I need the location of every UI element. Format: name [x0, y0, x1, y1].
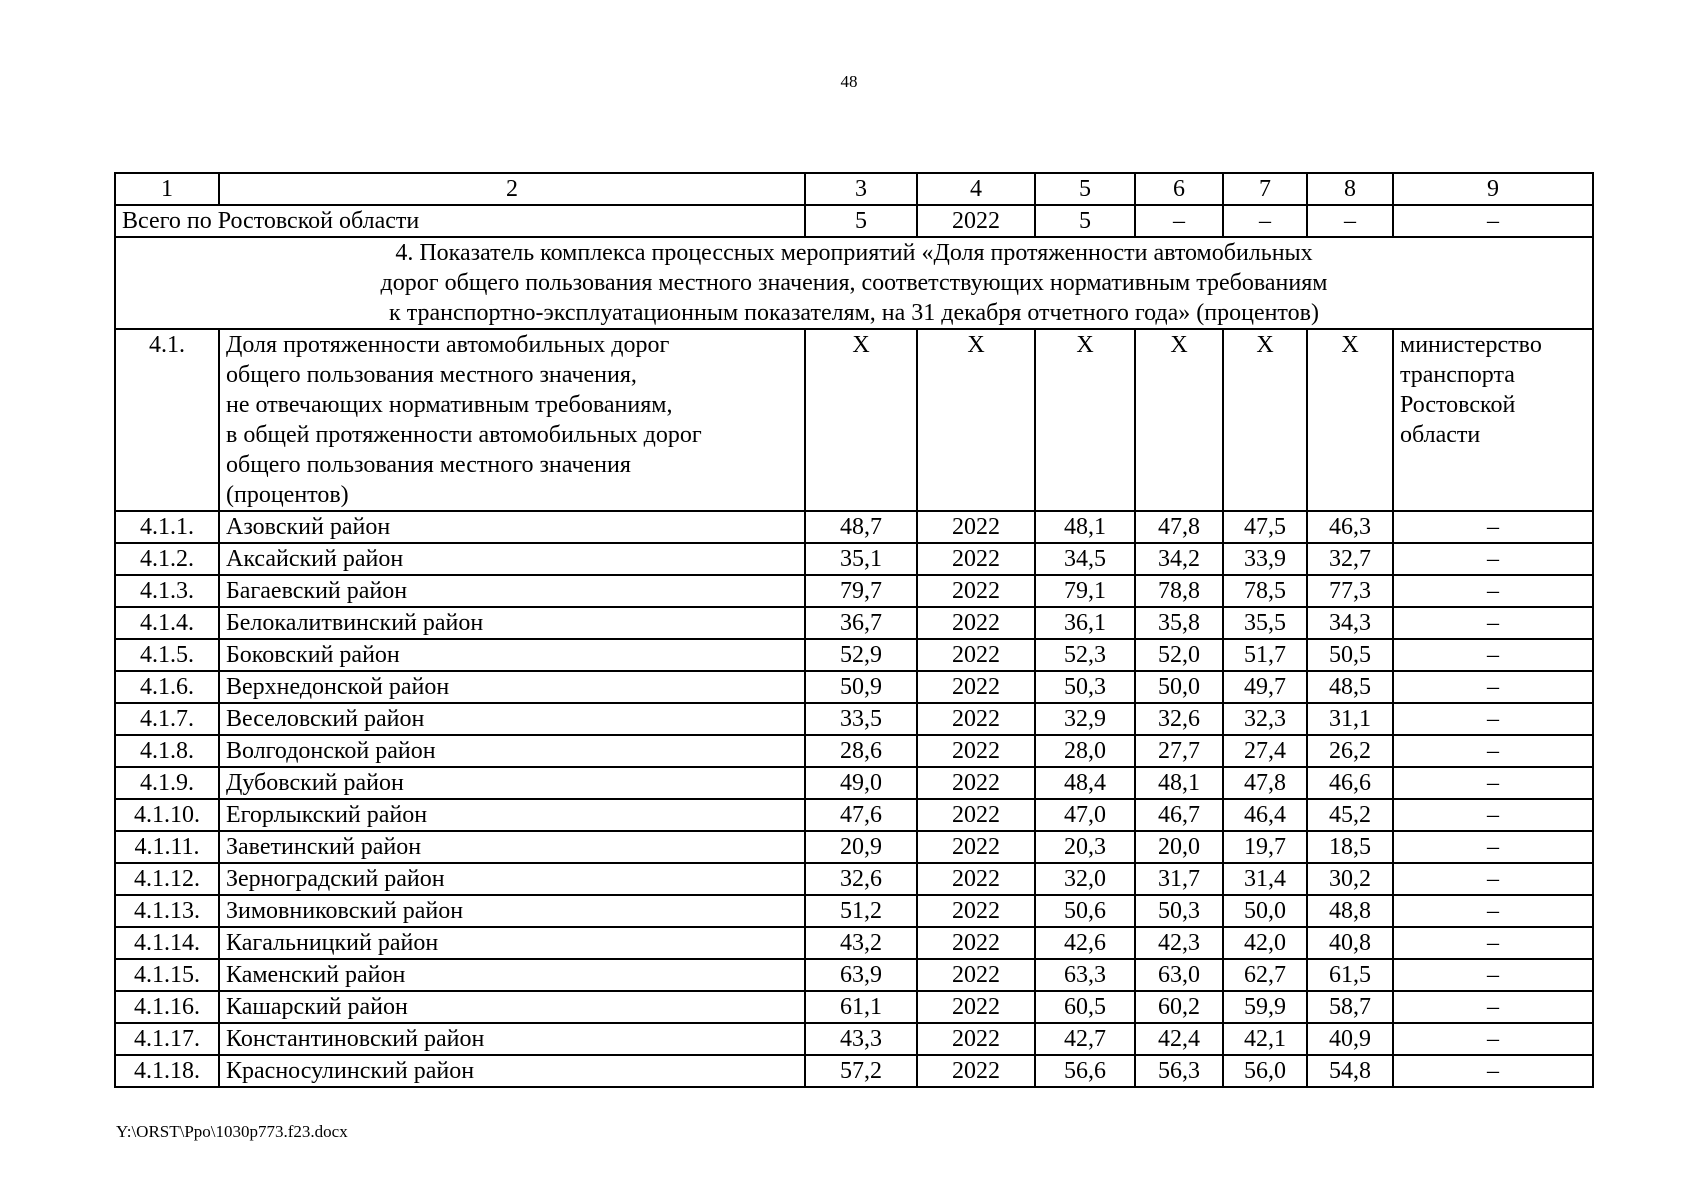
indicator-value: X	[1223, 329, 1307, 511]
cell-value: 48,1	[1035, 511, 1135, 543]
cell-value: 57,2	[805, 1055, 917, 1087]
cell-value: 2022	[917, 543, 1035, 575]
cell-value: –	[1393, 959, 1593, 991]
district-name: Аксайский район	[219, 543, 805, 575]
responsible-line: области	[1400, 422, 1481, 448]
row-number: 4.1.6.	[115, 671, 219, 703]
cell-value: 31,7	[1135, 863, 1223, 895]
district-name: Азовский район	[219, 511, 805, 543]
cell-value: 62,7	[1223, 959, 1307, 991]
row-number: 4.1.11.	[115, 831, 219, 863]
cell-value: 2022	[917, 1055, 1035, 1087]
cell-value: 47,5	[1223, 511, 1307, 543]
page-number: 48	[840, 72, 858, 91]
cell-value: 35,8	[1135, 607, 1223, 639]
table-row	[115, 1055, 1593, 1087]
row-number: 4.1.7.	[115, 703, 219, 735]
cell-value: 20,9	[805, 831, 917, 863]
column-number: 9	[1393, 173, 1593, 205]
row-number: 4.1.4.	[115, 607, 219, 639]
cell-value: 33,9	[1223, 543, 1307, 575]
table-row	[115, 575, 1593, 607]
cell-value: 32,0	[1035, 863, 1135, 895]
district-name: Егорлыкский район	[219, 799, 805, 831]
cell-value: 33,5	[805, 703, 917, 735]
cell-value: 56,6	[1035, 1055, 1135, 1087]
cell-value: 35,1	[805, 543, 917, 575]
cell-value: 42,1	[1223, 1023, 1307, 1055]
table-row	[115, 511, 1593, 543]
table-row	[115, 831, 1593, 863]
cell-value: –	[1393, 735, 1593, 767]
cell-value: 78,5	[1223, 575, 1307, 607]
cell-value: 50,3	[1135, 895, 1223, 927]
cell-value: 30,2	[1307, 863, 1393, 895]
cell-value: 50,0	[1135, 671, 1223, 703]
column-number: 3	[805, 173, 917, 205]
cell-value: 2022	[917, 511, 1035, 543]
total-value: –	[1307, 205, 1393, 237]
district-name: Белокалитвинский район	[219, 607, 805, 639]
cell-value: 2022	[917, 895, 1035, 927]
cell-value: 52,9	[805, 639, 917, 671]
section-heading-line: к транспортно-эксплуатационным показателям, на 31 декабря отчетного года» (процентов)	[389, 300, 1319, 326]
cell-value: 48,5	[1307, 671, 1393, 703]
cell-value: 61,1	[805, 991, 917, 1023]
cell-value: 2022	[917, 959, 1035, 991]
responsible-line: Ростовской	[1400, 392, 1516, 418]
cell-value: 50,9	[805, 671, 917, 703]
cell-value: –	[1393, 511, 1593, 543]
section-heading-line: дорог общего пользования местного значения, соответствующих нормативным требованиям	[380, 270, 1328, 296]
district-name: Константиновский район	[219, 1023, 805, 1055]
cell-value: 2022	[917, 671, 1035, 703]
row-number: 4.1.14.	[115, 927, 219, 959]
cell-value: 26,2	[1307, 735, 1393, 767]
column-number: 8	[1307, 173, 1393, 205]
cell-value: –	[1393, 671, 1593, 703]
cell-value: 2022	[917, 863, 1035, 895]
district-name: Дубовский район	[219, 767, 805, 799]
cell-value: 52,0	[1135, 639, 1223, 671]
cell-value: 2022	[917, 607, 1035, 639]
cell-value: –	[1393, 607, 1593, 639]
cell-value: 19,7	[1223, 831, 1307, 863]
table-row	[115, 927, 1593, 959]
total-row	[115, 205, 1593, 237]
table-row	[115, 607, 1593, 639]
cell-value: 32,9	[1035, 703, 1135, 735]
cell-value: 51,7	[1223, 639, 1307, 671]
cell-value: 2022	[917, 927, 1035, 959]
district-name: Багаевский район	[219, 575, 805, 607]
indicator-name-line: в общей протяженности автомобильных дорог	[226, 422, 702, 448]
cell-value: 49,7	[1223, 671, 1307, 703]
cell-value: 2022	[917, 991, 1035, 1023]
cell-value: 77,3	[1307, 575, 1393, 607]
cell-value: 78,8	[1135, 575, 1223, 607]
cell-value: 18,5	[1307, 831, 1393, 863]
cell-value: 2022	[917, 767, 1035, 799]
cell-value: 20,0	[1135, 831, 1223, 863]
responsible-line: министерство	[1400, 332, 1542, 358]
cell-value: –	[1393, 767, 1593, 799]
cell-value: 47,8	[1223, 767, 1307, 799]
section-heading-line: 4. Показатель комплекса процессных мероприятий «Доля протяженности автомобильных	[395, 240, 1313, 266]
cell-value: 2022	[917, 703, 1035, 735]
cell-value: 32,6	[805, 863, 917, 895]
cell-value: –	[1393, 639, 1593, 671]
cell-value: 46,3	[1307, 511, 1393, 543]
district-name: Заветинский район	[219, 831, 805, 863]
column-number: 7	[1223, 173, 1307, 205]
cell-value: 34,3	[1307, 607, 1393, 639]
cell-value: 48,8	[1307, 895, 1393, 927]
cell-value: 2022	[917, 1023, 1035, 1055]
cell-value: –	[1393, 575, 1593, 607]
section-row	[115, 237, 1593, 329]
cell-value: 63,0	[1135, 959, 1223, 991]
cell-value: 50,3	[1035, 671, 1135, 703]
total-label: Всего по Ростовской области	[115, 205, 805, 237]
cell-value: 63,3	[1035, 959, 1135, 991]
table-row	[115, 735, 1593, 767]
district-name: Боковский район	[219, 639, 805, 671]
cell-value: 49,0	[805, 767, 917, 799]
cell-value: 50,0	[1223, 895, 1307, 927]
cell-value: 28,0	[1035, 735, 1135, 767]
cell-value: 63,9	[805, 959, 917, 991]
district-name: Каменский район	[219, 959, 805, 991]
district-name: Зерноградский район	[219, 863, 805, 895]
table-row	[115, 703, 1593, 735]
cell-value: 2022	[917, 575, 1035, 607]
cell-value: –	[1393, 927, 1593, 959]
table-row	[115, 991, 1593, 1023]
district-name: Веселовский район	[219, 703, 805, 735]
cell-value: 2022	[917, 799, 1035, 831]
cell-value: 34,5	[1035, 543, 1135, 575]
indicator-value: X	[1307, 329, 1393, 511]
row-number: 4.1.5.	[115, 639, 219, 671]
cell-value: 79,1	[1035, 575, 1135, 607]
indicator-name-line: Доля протяженности автомобильных дорог	[226, 332, 670, 358]
indicator-row	[115, 329, 1593, 511]
district-name: Зимовниковский район	[219, 895, 805, 927]
indicator-name-line: (процентов)	[226, 482, 349, 508]
indicator-value: X	[917, 329, 1035, 511]
column-number: 2	[219, 173, 805, 205]
district-name: Кагальницкий район	[219, 927, 805, 959]
cell-value: 42,4	[1135, 1023, 1223, 1055]
cell-value: –	[1393, 895, 1593, 927]
cell-value: 60,5	[1035, 991, 1135, 1023]
cell-value: –	[1393, 863, 1593, 895]
indicator-value: X	[1035, 329, 1135, 511]
indicator-name-line: не отвечающих нормативным требованиям,	[226, 392, 673, 418]
indicator-name-line: общего пользования местного значения	[226, 452, 631, 478]
cell-value: 50,6	[1035, 895, 1135, 927]
data-table	[114, 172, 1594, 1088]
cell-value: –	[1393, 1023, 1593, 1055]
row-number: 4.1.16.	[115, 991, 219, 1023]
cell-value: 36,1	[1035, 607, 1135, 639]
cell-value: 43,3	[805, 1023, 917, 1055]
cell-value: 56,0	[1223, 1055, 1307, 1087]
indicator-responsible	[1393, 329, 1593, 511]
cell-value: 46,4	[1223, 799, 1307, 831]
cell-value: 47,8	[1135, 511, 1223, 543]
total-value: 5	[805, 205, 917, 237]
cell-value: 2022	[917, 831, 1035, 863]
cell-value: 43,2	[805, 927, 917, 959]
cell-value: –	[1393, 1055, 1593, 1087]
cell-value: 61,5	[1307, 959, 1393, 991]
cell-value: 54,8	[1307, 1055, 1393, 1087]
cell-value: –	[1393, 543, 1593, 575]
table-row	[115, 959, 1593, 991]
cell-value: 20,3	[1035, 831, 1135, 863]
cell-value: 47,0	[1035, 799, 1135, 831]
table-row	[115, 895, 1593, 927]
cell-value: 47,6	[805, 799, 917, 831]
cell-value: 48,4	[1035, 767, 1135, 799]
row-number: 4.1.9.	[115, 767, 219, 799]
indicator-value: X	[1135, 329, 1223, 511]
row-number: 4.1.17.	[115, 1023, 219, 1055]
cell-value: 48,1	[1135, 767, 1223, 799]
cell-value: 45,2	[1307, 799, 1393, 831]
cell-value: 46,6	[1307, 767, 1393, 799]
cell-value: 58,7	[1307, 991, 1393, 1023]
indicator-number: 4.1.	[115, 329, 219, 511]
cell-value: 27,7	[1135, 735, 1223, 767]
file-path-footer: Y:\ORST\Ppo\1030p773.f23.docx	[116, 1122, 348, 1141]
indicator-name	[219, 329, 805, 511]
district-name: Красносулинский район	[219, 1055, 805, 1087]
cell-value: 27,4	[1223, 735, 1307, 767]
cell-value: –	[1393, 799, 1593, 831]
cell-value: 2022	[917, 735, 1035, 767]
cell-value: 40,8	[1307, 927, 1393, 959]
cell-value: –	[1393, 991, 1593, 1023]
responsible-line: транспорта	[1400, 362, 1515, 388]
indicator-value: X	[805, 329, 917, 511]
table-row	[115, 1023, 1593, 1055]
district-name: Верхнедонской район	[219, 671, 805, 703]
cell-value: 36,7	[805, 607, 917, 639]
cell-value: 35,5	[1223, 607, 1307, 639]
cell-value: 46,7	[1135, 799, 1223, 831]
total-value: –	[1393, 205, 1593, 237]
table-row	[115, 799, 1593, 831]
cell-value: 52,3	[1035, 639, 1135, 671]
district-name: Волгодонской район	[219, 735, 805, 767]
column-number: 5	[1035, 173, 1135, 205]
cell-value: –	[1393, 703, 1593, 735]
row-number: 4.1.13.	[115, 895, 219, 927]
row-number: 4.1.18.	[115, 1055, 219, 1087]
column-number-row	[115, 173, 1593, 205]
cell-value: –	[1393, 831, 1593, 863]
total-value: –	[1223, 205, 1307, 237]
column-number: 4	[917, 173, 1035, 205]
table-row	[115, 863, 1593, 895]
indicator-name-line: общего пользования местного значения,	[226, 362, 637, 388]
cell-value: 32,3	[1223, 703, 1307, 735]
cell-value: 31,4	[1223, 863, 1307, 895]
row-number: 4.1.8.	[115, 735, 219, 767]
cell-value: 31,1	[1307, 703, 1393, 735]
row-number: 4.1.12.	[115, 863, 219, 895]
cell-value: 48,7	[805, 511, 917, 543]
total-value: –	[1135, 205, 1223, 237]
column-number: 1	[115, 173, 219, 205]
row-number: 4.1.1.	[115, 511, 219, 543]
cell-value: 34,2	[1135, 543, 1223, 575]
row-number: 4.1.15.	[115, 959, 219, 991]
row-number: 4.1.3.	[115, 575, 219, 607]
cell-value: 42,3	[1135, 927, 1223, 959]
cell-value: 50,5	[1307, 639, 1393, 671]
cell-value: 51,2	[805, 895, 917, 927]
table-row	[115, 671, 1593, 703]
cell-value: 32,7	[1307, 543, 1393, 575]
column-number: 6	[1135, 173, 1223, 205]
table-row	[115, 543, 1593, 575]
total-value: 5	[1035, 205, 1135, 237]
table-row	[115, 639, 1593, 671]
table-row	[115, 767, 1593, 799]
cell-value: 42,7	[1035, 1023, 1135, 1055]
cell-value: 2022	[917, 639, 1035, 671]
row-number: 4.1.2.	[115, 543, 219, 575]
row-number: 4.1.10.	[115, 799, 219, 831]
cell-value: 59,9	[1223, 991, 1307, 1023]
cell-value: 32,6	[1135, 703, 1223, 735]
cell-value: 28,6	[805, 735, 917, 767]
district-name: Кашарский район	[219, 991, 805, 1023]
cell-value: 42,6	[1035, 927, 1135, 959]
cell-value: 79,7	[805, 575, 917, 607]
section-heading	[115, 237, 1593, 329]
cell-value: 60,2	[1135, 991, 1223, 1023]
cell-value: 40,9	[1307, 1023, 1393, 1055]
total-value: 2022	[917, 205, 1035, 237]
cell-value: 56,3	[1135, 1055, 1223, 1087]
cell-value: 42,0	[1223, 927, 1307, 959]
